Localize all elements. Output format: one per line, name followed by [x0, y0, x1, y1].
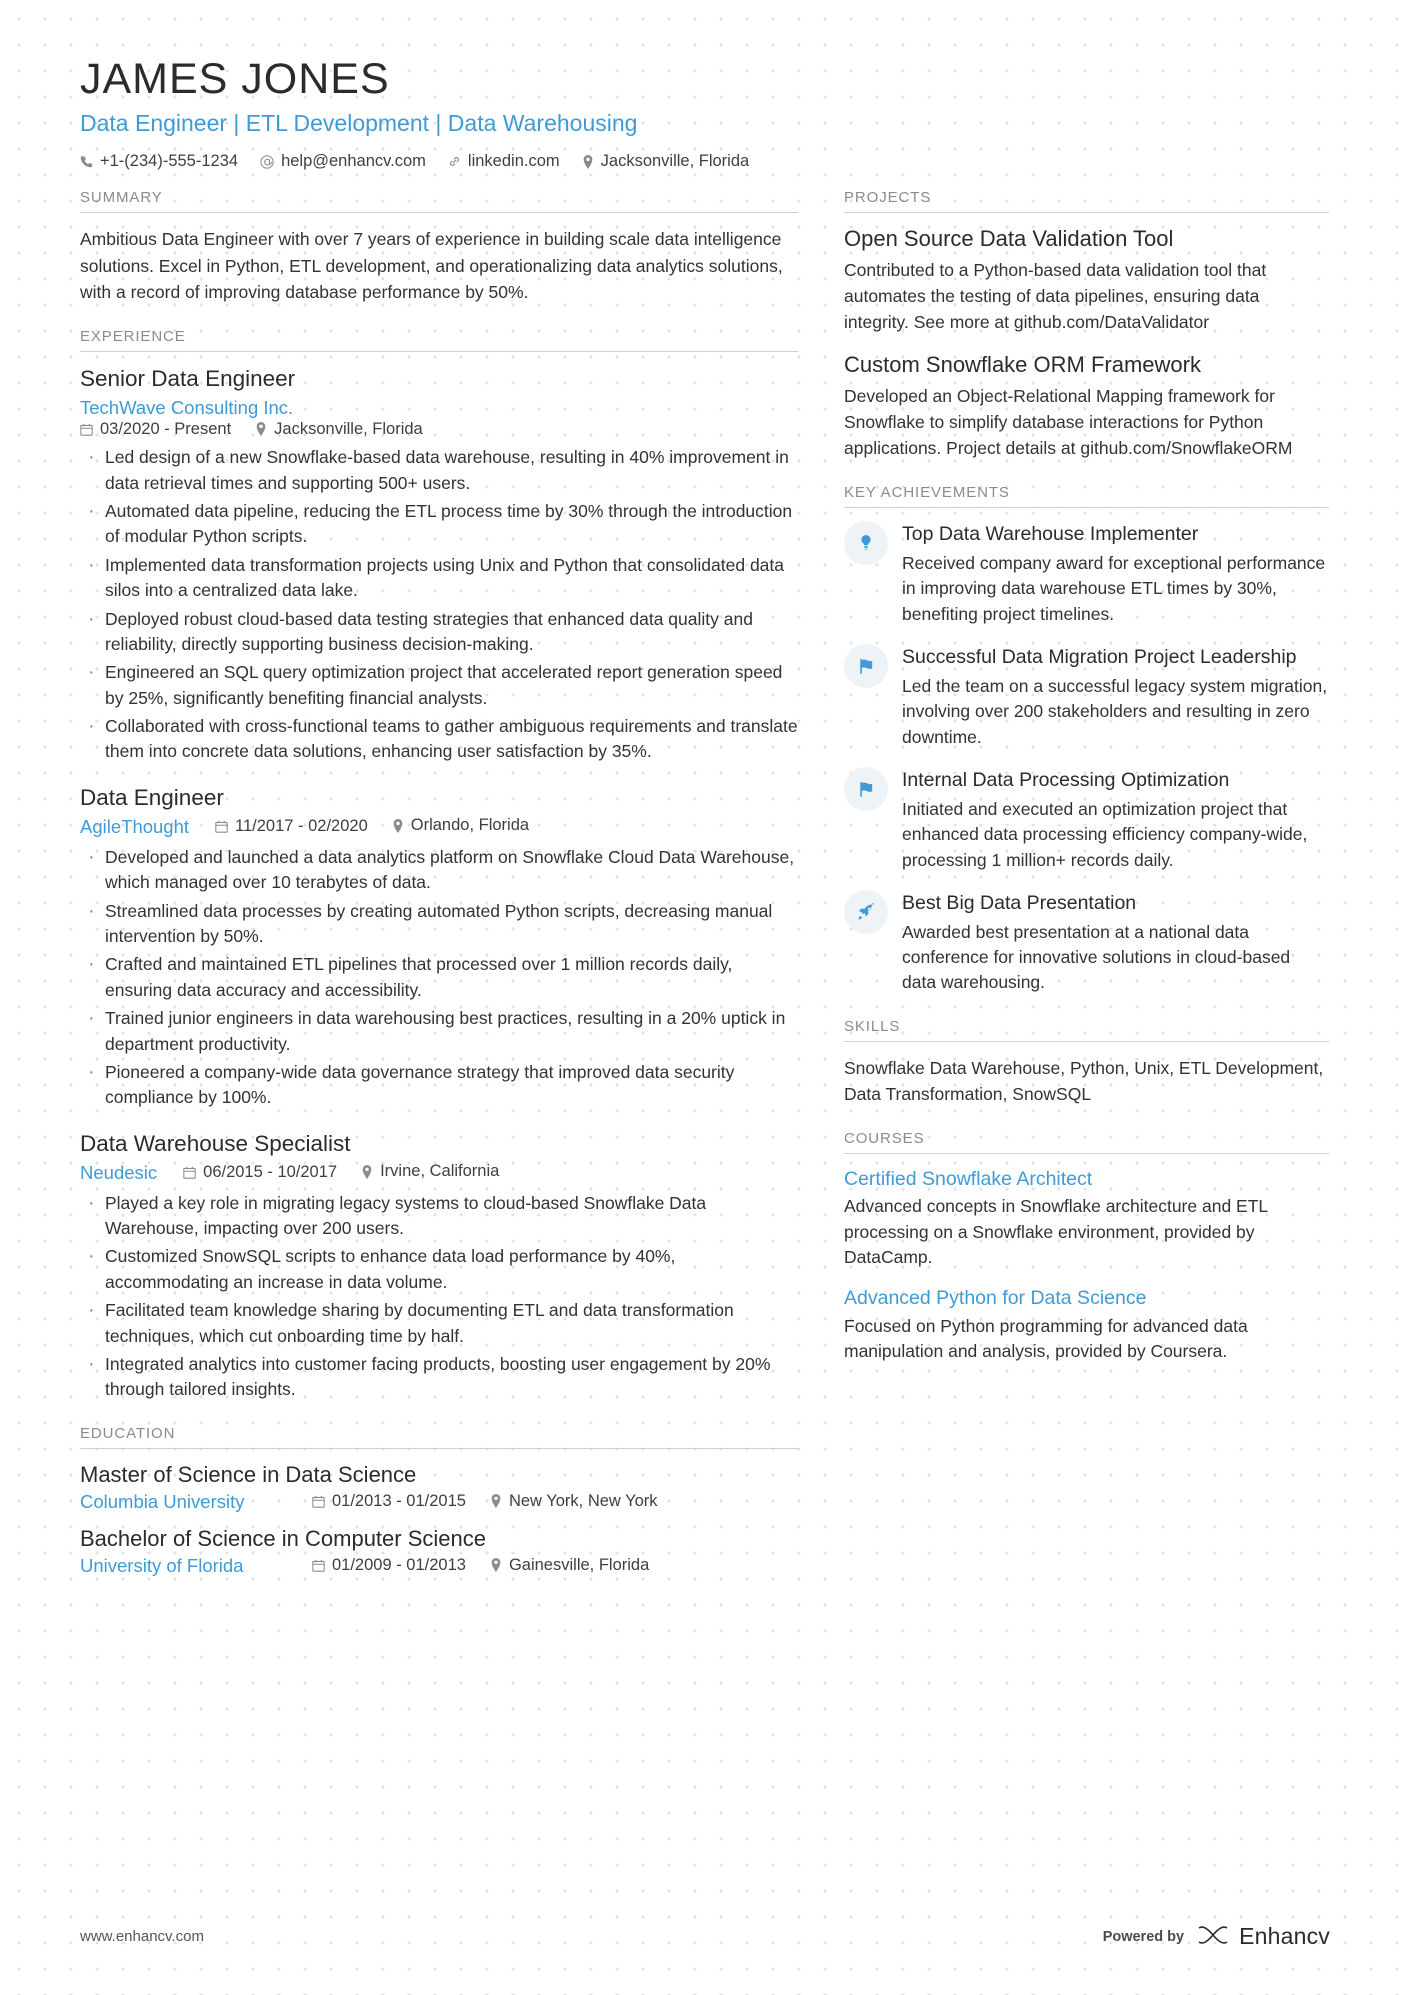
- achievement-title: Top Data Warehouse Implementer: [902, 523, 1199, 546]
- education-dates: [312, 1492, 466, 1511]
- list-item: · Pioneered a company-wide data governance strategy that improved data security compliance by 100%.: [80, 1060, 798, 1111]
- right-column: [844, 189, 1329, 1387]
- resume-body: [80, 189, 1330, 1599]
- list-item: · Engineered an SQL query optimization project that accelerated report generation speed by 25%, significantly benefiting financial analysts.: [80, 660, 798, 711]
- list-item: · Collaborated with cross-functional teams to gather ambiguous requirements and translate them into concrete data solutions, enhancing user satisfaction by 35%.: [80, 714, 798, 765]
- job-bullets: [80, 845, 798, 1111]
- calendar-icon: [312, 1559, 325, 1572]
- education-meta: [80, 1491, 798, 1513]
- achievement-title: Best Big Data Presentation: [902, 891, 1137, 914]
- course-item: [844, 1286, 1329, 1364]
- brand-name: Enhancv: [1239, 1923, 1330, 1949]
- link-icon: [448, 155, 461, 168]
- section-education: [80, 1425, 798, 1578]
- location-icon: [582, 155, 594, 169]
- list-item: · Customized SnowSQL scripts to enhance data load performance by 40%, accommodating an increase in data volume.: [80, 1244, 798, 1295]
- education-location-text: New York, New York: [508, 1491, 658, 1510]
- education-location: [490, 1492, 658, 1511]
- achievement-title: Successful Data Migration Project Leadership: [902, 646, 1297, 669]
- job-bullets: [80, 445, 798, 765]
- education-item: [80, 1526, 798, 1577]
- job-meta: [80, 815, 798, 839]
- contact-link-text: linkedin.com: [467, 152, 560, 171]
- achievement-description: Awarded best presentation at a national data conference for innovative solutions in cloud-based data warehousing.: [902, 921, 1291, 993]
- education-location-text: Gainesville, Florida: [508, 1555, 650, 1574]
- job-bullets: [80, 1191, 798, 1403]
- experience-item: [80, 1130, 798, 1403]
- job-dates: [183, 1163, 337, 1182]
- achievement-item: [844, 644, 1329, 750]
- contact-link: [448, 152, 560, 171]
- job-dates: [80, 420, 231, 439]
- education-dates: [312, 1556, 466, 1575]
- job-dates-text: 11/2017 - 02/2020: [235, 816, 368, 835]
- education-dates-text: 01/2013 - 01/2015: [332, 1492, 466, 1511]
- project-title: Custom Snowflake ORM Framework: [844, 352, 1201, 378]
- degree-title: Master of Science in Data Science: [80, 1461, 417, 1487]
- list-item: · Implemented data transformation projects using Unix and Python that consolidated data silos into a centralized data lake.: [80, 553, 798, 604]
- location-icon: [490, 1558, 502, 1572]
- job-location-text: Jacksonville, Florida: [274, 419, 423, 438]
- email-icon: [260, 155, 274, 169]
- location-icon: [392, 819, 404, 833]
- skills-text: Snowflake Data Warehouse, Python, Unix, ETL Development, Data Transformation, SnowSQL: [844, 1057, 1324, 1105]
- calendar-icon: [80, 423, 93, 436]
- section-courses: [844, 1130, 1329, 1365]
- degree-title: Bachelor of Science in Computer Science: [80, 1526, 486, 1552]
- job-location: [392, 816, 529, 835]
- course-description: Advanced concepts in Snowflake architecture and ETL processing on a Snowflake environment, provided by DataCamp.: [844, 1196, 1268, 1268]
- list-item: · Developed and launched a data analytics platform on Snowflake Cloud Data Warehouse, which managed over 10 terabytes of data.: [80, 845, 798, 896]
- job-title: Data Warehouse Specialist: [80, 1130, 351, 1156]
- achievement-description: Received company award for exceptional performance in improving data warehouse ETL times by 30%, benefiting project timelines.: [902, 552, 1326, 624]
- location-icon: [255, 422, 267, 436]
- job-meta: [80, 1161, 798, 1185]
- job-location: [361, 1162, 499, 1181]
- section-title-education: EDUCATION: [80, 1425, 798, 1449]
- list-item: · Played a key role in migrating legacy systems to cloud-based Snowflake Data Warehouse, impacting over 200 users.: [80, 1191, 798, 1242]
- list-item: · Automated data pipeline, reducing the ETL process time by 30% through the introduction of modular Python scripts.: [80, 499, 798, 550]
- job-location-text: Orlando, Florida: [410, 816, 530, 835]
- project-title: Open Source Data Validation Tool: [844, 226, 1174, 252]
- flag-icon: [844, 767, 888, 811]
- calendar-icon: [183, 1166, 196, 1179]
- experience-item: [80, 365, 798, 765]
- section-title-summary: SUMMARY: [80, 189, 798, 213]
- section-summary: [80, 189, 798, 306]
- course-item: [844, 1167, 1329, 1271]
- job-location-text: Irvine, California: [380, 1162, 500, 1181]
- job-dates-text: 03/2020 - Present: [100, 420, 232, 439]
- location-icon: [490, 1494, 502, 1508]
- summary-text: Ambitious Data Engineer with over 7 years of experience in building scale data intelligence solutions. Excel in Python, ETL development, and operationalizing data analytics solutions, with a record of improving database performance by 50%.: [80, 229, 783, 303]
- school-name: Columbia University: [80, 1491, 245, 1513]
- achievement-description: Initiated and executed an optimization project that enhanced data processing efficiency company-wide, processing 1 million+ records daily.: [902, 798, 1308, 870]
- footer-website[interactable]: www.enhancv.com: [80, 1928, 204, 1945]
- contact-location: [582, 152, 750, 171]
- brand-logo: [1196, 1923, 1330, 1950]
- list-item: · Trained junior engineers in data warehousing best practices, resulting in a 20% uptick in department productivity.: [80, 1006, 798, 1057]
- course-description: Focused on Python programming for advanced data manipulation and analysis, provided by Coursera.: [844, 1315, 1248, 1362]
- section-skills: [844, 1018, 1329, 1108]
- company-name: TechWave Consulting Inc.: [80, 396, 294, 418]
- headline: Data Engineer | ETL Development | Data Warehousing: [80, 110, 638, 137]
- job-meta: [80, 420, 798, 440]
- experience-item: [80, 784, 798, 1111]
- page-title: JAMES JONES: [80, 55, 390, 103]
- job-location: [255, 420, 423, 439]
- job-title: Data Engineer: [80, 784, 224, 810]
- course-title: Advanced Python for Data Science: [844, 1287, 1147, 1310]
- project-description: Contributed to a Python-based data validation tool that automates the testing of data pipelines, ensuring data integrity. See more at github.com/DataValidator: [844, 260, 1267, 333]
- powered-by: [1103, 1923, 1330, 1950]
- section-experience: [80, 328, 798, 1403]
- education-location: [490, 1556, 649, 1575]
- flag-icon: [844, 644, 888, 688]
- list-item: · Deployed robust cloud-based data testing strategies that enhanced data quality and reliability, directly supporting business decision-making.: [80, 607, 798, 658]
- company-name: AgileThought: [80, 815, 190, 837]
- achievement-description: Led the team on a successful legacy system migration, involving over 200 stakeholders and resulting in zero downtime.: [902, 675, 1328, 747]
- section-title-projects: PROJECTS: [844, 189, 1329, 213]
- contact-phone-text: +1-(234)-555-1234: [100, 152, 239, 171]
- section-title-experience: EXPERIENCE: [80, 328, 798, 352]
- section-title-courses: COURSES: [844, 1130, 1329, 1154]
- phone-icon: [80, 155, 93, 168]
- section-title-skills: SKILLS: [844, 1018, 1329, 1042]
- achievement-item: [844, 890, 1329, 996]
- section-projects: [844, 189, 1329, 462]
- calendar-icon: [215, 820, 228, 833]
- achievement-item: [844, 767, 1329, 873]
- education-meta: [80, 1555, 798, 1577]
- list-item: · Crafted and maintained ETL pipelines that processed over 1 million records daily, ensuring data accuracy and accessibility.: [80, 952, 798, 1003]
- achievement-title: Internal Data Processing Optimization: [902, 768, 1230, 791]
- contact-location-text: Jacksonville, Florida: [600, 152, 750, 171]
- school-name: University of Florida: [80, 1555, 244, 1577]
- lightbulb-icon: [844, 521, 888, 565]
- education-dates-text: 01/2009 - 01/2013: [332, 1556, 466, 1575]
- job-dates-text: 06/2015 - 10/2017: [203, 1162, 338, 1181]
- list-item: · Facilitated team knowledge sharing by documenting ETL and data transformation techniques, which cut onboarding time by half.: [80, 1298, 798, 1349]
- job-title: Senior Data Engineer: [80, 365, 296, 391]
- calendar-icon: [312, 1495, 325, 1508]
- contact-phone: [80, 152, 238, 171]
- enhancv-mark-icon: [1196, 1924, 1230, 1950]
- achievement-item: [844, 521, 1329, 627]
- section-title-achievements: KEY ACHIEVEMENTS: [844, 484, 1329, 508]
- project-description: Developed an Object-Relational Mapping framework for Snowflake to simplify database interactions for Python applications. Project details at github.com/SnowflakeORM: [844, 386, 1293, 459]
- job-dates: [215, 817, 368, 836]
- contact-list: [80, 152, 1330, 171]
- section-key-achievements: [844, 484, 1329, 996]
- course-title: Certified Snowflake Architect: [844, 1167, 1093, 1190]
- list-item: · Streamlined data processes by creating automated Python scripts, decreasing manual intervention by 50%.: [80, 899, 798, 950]
- company-name: Neudesic: [80, 1161, 158, 1183]
- education-item: [80, 1462, 798, 1513]
- contact-email: [260, 152, 426, 171]
- location-icon: [361, 1165, 373, 1179]
- powered-by-label: Powered by: [1102, 1928, 1185, 1945]
- rocket-icon: [844, 890, 888, 934]
- left-column: [80, 189, 798, 1599]
- list-item: · Integrated analytics into customer facing products, boosting user engagement by 20% through tailored insights.: [80, 1352, 798, 1403]
- page-footer: [80, 1923, 1330, 1950]
- contact-email-text: help@enhancv.com: [281, 152, 426, 171]
- list-item: · Led design of a new Snowflake-based data warehouse, resulting in 40% improvement in data retrieval times and supporting 500+ users.: [80, 445, 798, 496]
